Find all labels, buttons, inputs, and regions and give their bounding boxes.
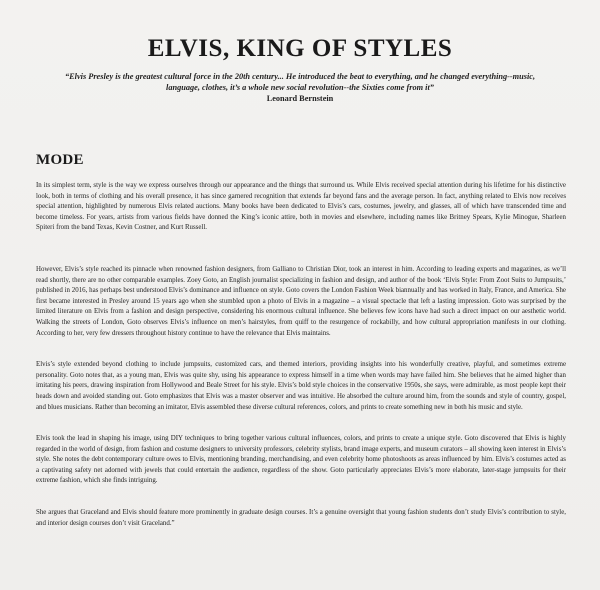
epigraph-author: Leonard Bernstein	[266, 94, 334, 103]
paragraph-4: Elvis took the lead in shaping his image, using DIY techniques to bring together various cultural influences, colors, and prints to create a unique style. Goto discovered that Elvis is highly regarded in the world of design, from fashion and costume designers to university professors, celebrity stylists, brand image experts, and museum curators – all showing keen interest in Elvis’s style. She notes the debt contemporary culture owes to Elvis, mentioning branding, merchandising, and even celebrity home photoshoots as areas influenced by him. Elvis’s costumes acted as a captivating safety net adorned with jewels that could entertain the audience, regardless of the show. Goto particularly appreciates Elvis’s more elaborate, later-stage jumpsuits for their extreme fashion, which she finds intriguing.	[36, 435, 566, 485]
section-heading: MODE	[36, 152, 84, 168]
paragraph-2: However, Elvis’s style reached its pinnacle when renowned fashion designers, from Galliano to Christian Dior, took an interest in him. According to leading experts and magazines, as we’ll read shortly, there are no other comparable examples. Zoey Goto, an English journalist specializing in fashion and design, and author of the book ‘Elvis Style: From Zoot Suits to Jumpsuits,’ published in 2016, has perhaps best understood Elvis’s dominance and influence on style. Goto covers the London Fashion Week biannually and has worked in Italy, France, and America. She first became interested in Presley around 15 years ago when she stumbled upon a photo of Elvis in a magazine – a visual spectacle that left a lasting impression. Goto was surprised by the limited literature on Elvis from a fashion and design perspective, considering his enormous cultural influence. She believes few icons have had such a direct impact on our aesthetic world. Walking the streets of London, Goto observes Elvis’s influence on men’s hairstyles, from quiff to the resurgence of rockabilly, and how cultural appropriation manifests in our clothing. According to her, very few dressers throughout history continue to have the relevance that Elvis maintains.	[36, 265, 566, 337]
paragraph-3: Elvis’s style extended beyond clothing to include jumpsuits, customized cars, and themed interiors, providing insights into his wonderfully creative, playful, and sometimes extreme personality. Goto notes that, as a young man, Elvis was quite shy, using his appearance to express himself in a time when words may have failed him. She believes that he aimed higher than imitating his peers, drawing inspiration from Hollywood and Beale Street for his style. Elvis’s bold style choices in the conservative 1950s, she says, were admirable, as most people kept their heads down and avoided standing out. Goto emphasizes that Elvis was a master observer and was intuitive. He absorbed the culture around him, from the sounds and style of country, gospel, and blues musicians. Rather than becoming an imitator, Elvis assembled these diverse cultural references, colors, and prints to create something new in both his music and style.	[36, 361, 566, 411]
paragraph-1: In its simplest term, style is the way we express ourselves through our appearance and the things that surround us. While Elvis received special attention during his lifetime for his distinctive look, both in terms of clothing and his overall presence, it has since garnered recognition that extends far beyond fans and the average person. In fact, anything related to Elvis now receives special attention, highlighted by numerous Elvis related auctions. Many books have been dedicated to Elvis’s cars, costumes, jewelry, and glasses, all of which have transcended time and become timeless. For years, artists from various fields have donned the King’s iconic attire, both in movies and elsewhere, including names like Britney Spears, Kylie Minogue, Sharleen Spiteri from the band Texas, Kevin Costner, and Kurt Russell.	[36, 182, 566, 232]
page-title: ELVIS, KING OF STYLES	[147, 35, 453, 62]
epigraph-quote: “Elvis Presley is the greatest cultural force in the 20th century... He introduced the beat to everything, and he changed everything--music, language, clothes, it’s a whole new social revolution--the Sixties come from it”	[64, 72, 536, 92]
paragraph-5: She argues that Graceland and Elvis should feature more prominently in graduate design courses. It’s a genuine oversight that young fashion students don’t study Elvis’s contribution to style, and interior design courses don’t visit Graceland.”	[36, 509, 566, 527]
section-body	[36, 181, 566, 550]
